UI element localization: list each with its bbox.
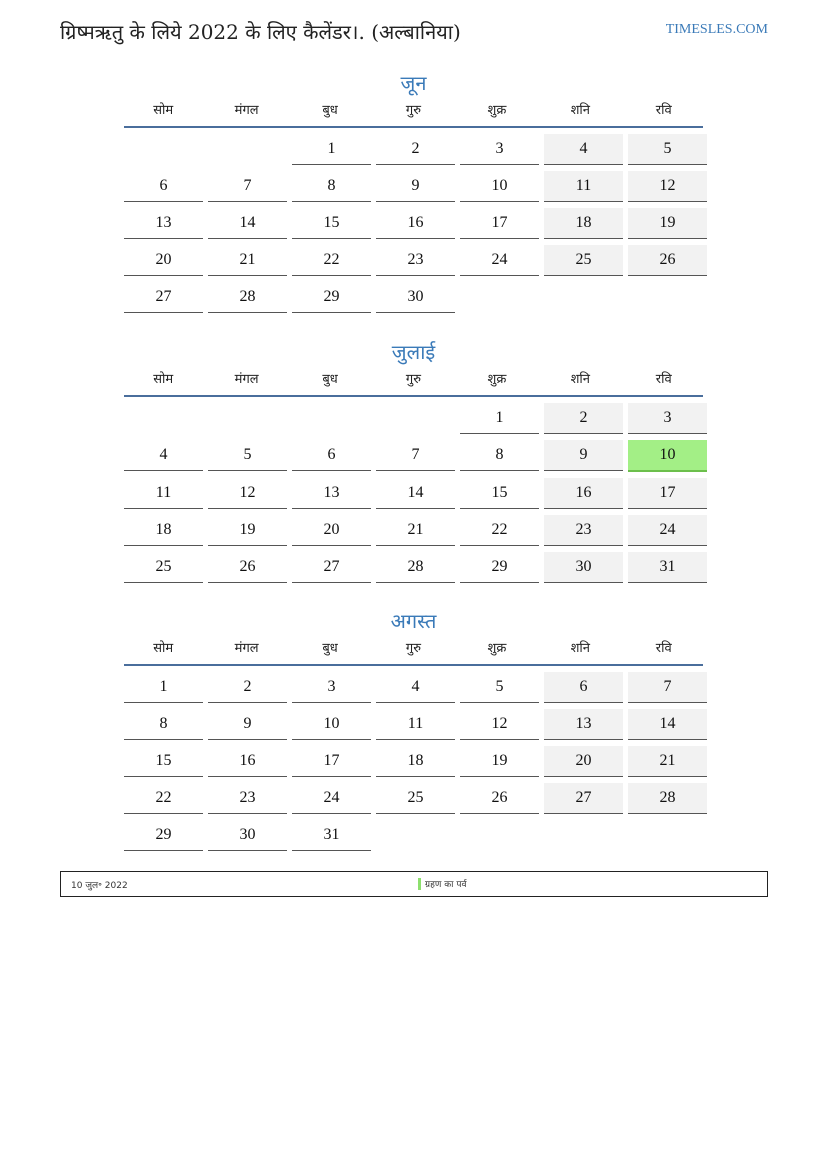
day-cell[interactable]: 3 [628, 403, 707, 434]
weekday-header [124, 98, 703, 128]
day-cell[interactable]: 4 [376, 672, 455, 703]
empty-cell [628, 820, 707, 850]
day-cell[interactable]: 22 [292, 245, 371, 276]
day-cell[interactable]: 26 [460, 783, 539, 814]
day-cell[interactable]: 24 [628, 515, 707, 546]
weekday-label: शुक्र [487, 372, 507, 387]
empty-cell [628, 282, 707, 312]
day-cell[interactable]: 19 [208, 515, 287, 546]
day-cell[interactable]: 2 [376, 134, 455, 165]
day-cell[interactable]: 26 [208, 552, 287, 583]
weekday-header [124, 636, 703, 666]
weekday-label: शुक्र [487, 103, 507, 118]
weekday-label: बुध [322, 372, 338, 387]
day-cell[interactable]: 18 [124, 515, 203, 546]
weekday-label: सोम [153, 372, 174, 387]
day-cell[interactable]: 12 [628, 171, 707, 202]
day-cell[interactable]: 7 [208, 171, 287, 202]
day-cell[interactable]: 23 [376, 245, 455, 276]
day-cell[interactable]: 13 [124, 208, 203, 239]
day-cell[interactable]: 9 [544, 440, 623, 471]
day-cell[interactable]: 24 [460, 245, 539, 276]
day-cell[interactable]: 27 [124, 282, 203, 313]
day-cell[interactable]: 6 [292, 440, 371, 471]
day-cell[interactable]: 29 [124, 820, 203, 851]
day-cell[interactable]: 13 [292, 478, 371, 509]
day-cell[interactable]: 11 [124, 478, 203, 509]
day-cell[interactable]: 20 [544, 746, 623, 777]
empty-cell [208, 134, 287, 164]
day-cell[interactable]: 7 [628, 672, 707, 703]
day-cell[interactable]: 6 [124, 171, 203, 202]
weekday-label: शनि [570, 372, 591, 387]
weekday-label: गुरु [405, 641, 422, 656]
weekday-label: मंगल [234, 641, 259, 656]
day-cell[interactable]: 24 [292, 783, 371, 814]
day-cell[interactable]: 17 [460, 208, 539, 239]
legend-item [418, 877, 466, 890]
day-cell[interactable]: 25 [124, 552, 203, 583]
weekday-label: शुक्र [487, 641, 507, 656]
day-cell[interactable]: 3 [292, 672, 371, 703]
empty-cell [376, 820, 455, 850]
day-cell[interactable]: 5 [628, 134, 707, 165]
day-cell[interactable]: 9 [376, 171, 455, 202]
weekday-header [124, 367, 703, 397]
day-cell[interactable]: 30 [376, 282, 455, 313]
day-cell[interactable]: 1 [292, 134, 371, 165]
empty-cell [460, 820, 539, 850]
day-cell[interactable]: 15 [124, 746, 203, 777]
empty-cell [124, 403, 203, 433]
day-cell[interactable]: 14 [628, 709, 707, 740]
day-cell[interactable]: 17 [628, 478, 707, 509]
empty-cell [544, 820, 623, 850]
day-cell[interactable]: 27 [544, 783, 623, 814]
legend-label: ग्रहण का पर्व [425, 880, 467, 890]
legend-date: 10 जुल॰ 2022 [71, 881, 128, 891]
day-cell[interactable]: 21 [208, 245, 287, 276]
day-cell[interactable]: 22 [124, 783, 203, 814]
empty-cell [544, 282, 623, 312]
day-cell[interactable]: 12 [208, 478, 287, 509]
weekday-label: शनि [570, 641, 591, 656]
day-cell[interactable]: 21 [376, 515, 455, 546]
day-cell[interactable]: 30 [208, 820, 287, 851]
day-cell[interactable]: 23 [208, 783, 287, 814]
legend-box [60, 871, 768, 897]
day-cell[interactable]: 1 [460, 403, 539, 434]
day-cell[interactable]: 10 [292, 709, 371, 740]
day-cell[interactable]: 5 [460, 672, 539, 703]
legend-swatch [418, 878, 421, 890]
weekday-label: गुरु [405, 103, 422, 118]
day-cell[interactable]: 12 [460, 709, 539, 740]
month-august [124, 606, 703, 855]
day-cell[interactable]: 18 [376, 746, 455, 777]
weekday-label: बुध [322, 641, 338, 656]
day-cell-today[interactable]: 10 [628, 440, 707, 472]
day-cell[interactable]: 1 [124, 672, 203, 703]
day-cell[interactable]: 10 [460, 171, 539, 202]
month-june [124, 68, 703, 317]
day-cell[interactable]: 11 [376, 709, 455, 740]
day-cell[interactable]: 14 [208, 208, 287, 239]
weekday-label: सोम [153, 641, 174, 656]
weekday-label: मंगल [234, 103, 259, 118]
day-cell[interactable]: 20 [124, 245, 203, 276]
empty-cell [208, 403, 287, 433]
day-cell[interactable]: 31 [628, 552, 707, 583]
page-title: ग्रिष्मऋतु के लिये 2022 के लिए कैलेंडर।. (अल्बानिया) [60, 20, 461, 44]
day-cell[interactable]: 8 [124, 709, 203, 740]
day-cell[interactable]: 29 [460, 552, 539, 583]
day-grid [124, 670, 703, 855]
day-grid [124, 132, 703, 317]
day-cell[interactable]: 25 [376, 783, 455, 814]
day-cell[interactable]: 30 [544, 552, 623, 583]
day-cell[interactable]: 26 [628, 245, 707, 276]
day-cell[interactable]: 8 [292, 171, 371, 202]
day-cell[interactable]: 9 [208, 709, 287, 740]
day-cell[interactable]: 16 [544, 478, 623, 509]
weekday-label: शनि [570, 103, 591, 118]
empty-cell [124, 134, 203, 164]
day-cell[interactable]: 23 [544, 515, 623, 546]
weekday-label: मंगल [234, 372, 259, 387]
day-cell[interactable]: 28 [628, 783, 707, 814]
day-cell[interactable]: 4 [544, 134, 623, 165]
weekday-label: बुध [322, 103, 338, 118]
day-cell[interactable]: 6 [544, 672, 623, 703]
day-cell[interactable]: 31 [292, 820, 371, 851]
empty-cell [292, 403, 371, 433]
month-title: जुलाई [391, 340, 436, 364]
day-cell[interactable]: 19 [460, 746, 539, 777]
day-cell[interactable]: 20 [292, 515, 371, 546]
weekday-label: रवि [655, 103, 672, 118]
empty-cell [460, 282, 539, 312]
day-cell[interactable]: 2 [208, 672, 287, 703]
day-cell[interactable]: 21 [628, 746, 707, 777]
day-cell[interactable]: 13 [544, 709, 623, 740]
month-title: जून [400, 71, 427, 95]
day-cell[interactable]: 16 [208, 746, 287, 777]
day-cell[interactable]: 28 [376, 552, 455, 583]
day-cell[interactable]: 15 [292, 208, 371, 239]
site-link[interactable]: TIMESLES.COM [665, 22, 768, 37]
day-cell[interactable]: 2 [544, 403, 623, 434]
day-cell[interactable]: 4 [124, 440, 203, 471]
day-grid [124, 401, 703, 587]
day-cell[interactable]: 16 [376, 208, 455, 239]
day-cell[interactable]: 11 [544, 171, 623, 202]
weekday-label: सोम [153, 103, 174, 118]
weekday-label: गुरु [405, 372, 422, 387]
month-july [124, 337, 703, 587]
day-cell[interactable]: 17 [292, 746, 371, 777]
month-title: अगस्त [390, 609, 437, 633]
day-cell[interactable]: 8 [460, 440, 539, 471]
day-cell[interactable]: 7 [376, 440, 455, 471]
day-cell[interactable]: 3 [460, 134, 539, 165]
empty-cell [376, 403, 455, 433]
day-cell[interactable]: 18 [544, 208, 623, 239]
day-cell[interactable]: 28 [208, 282, 287, 313]
day-cell[interactable]: 27 [292, 552, 371, 583]
day-cell[interactable]: 5 [208, 440, 287, 471]
weekday-label: रवि [655, 641, 672, 656]
weekday-label: रवि [655, 372, 672, 387]
day-cell[interactable]: 29 [292, 282, 371, 313]
day-cell[interactable]: 22 [460, 515, 539, 546]
day-cell[interactable]: 14 [376, 478, 455, 509]
day-cell[interactable]: 15 [460, 478, 539, 509]
day-cell[interactable]: 25 [544, 245, 623, 276]
day-cell[interactable]: 19 [628, 208, 707, 239]
